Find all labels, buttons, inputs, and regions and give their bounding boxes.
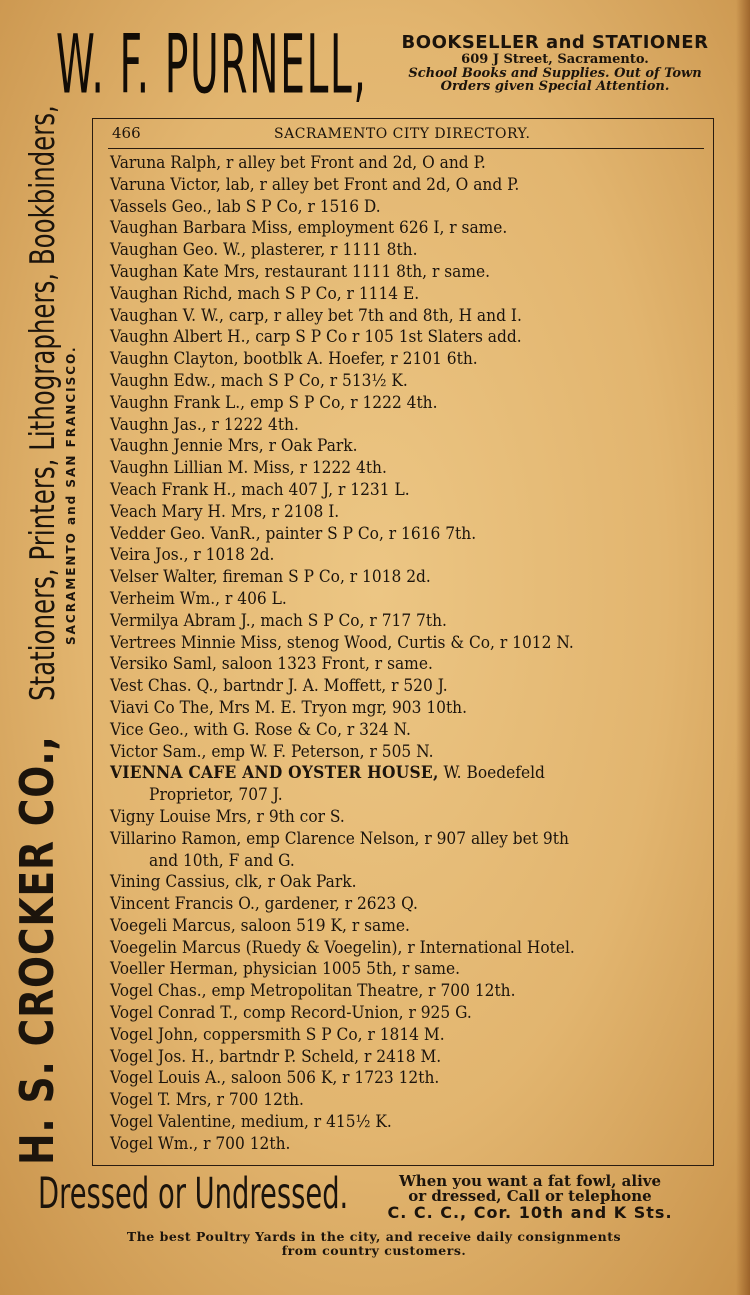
directory-entry: Verheim Wm., r 406 L. bbox=[110, 588, 287, 608]
directory-entry: Vogel Chas., emp Metropolitan Theatre, r 700 12th. bbox=[110, 981, 516, 1001]
directory-entry: Vaughan Geo. W., plasterer, r 1111 8th. bbox=[110, 240, 418, 260]
poultry-line-1: When you want a fat fowl, alive bbox=[398, 1172, 662, 1190]
purnell-line-2: Orders given Special Attention. bbox=[440, 79, 670, 95]
directory-entry: Vincent Francis O., gardener, r 2623 Q. bbox=[110, 894, 418, 914]
directory-entry: Vogel John, coppersmith S P Co, r 1814 M. bbox=[110, 1024, 445, 1044]
directory-entry: Vigny Louise Mrs, r 9th cor S. bbox=[110, 806, 345, 826]
directory-entry: Vaughan Kate Mrs, restaurant 1111 8th, r same. bbox=[110, 261, 491, 281]
purnell-name: W. F. PURNELL, bbox=[56, 18, 368, 113]
page-number: 466 bbox=[112, 124, 141, 142]
directory-entry: Veach Mary H. Mrs, r 2108 I. bbox=[110, 501, 340, 521]
directory-entry: Varuna Ralph, r alley bet Front and 2d, O and P. bbox=[110, 153, 486, 172]
villarino-continuation: and 10th, F and G. bbox=[149, 850, 295, 870]
directory-entry: Veach Frank H., mach 407 J, r 1231 L. bbox=[110, 479, 410, 499]
crocker-locations: SACRAMENTO and SAN FRANCISCO. bbox=[64, 345, 78, 645]
purnell-line-1: School Books and Supplies. Out of Town bbox=[408, 65, 702, 81]
vienna-continuation: Proprietor, 707 J. bbox=[149, 785, 283, 805]
poultry-info bbox=[340, 1174, 720, 1221]
directory-entry: Voegelin Marcus (Ruedy & Voegelin), r International Hotel. bbox=[110, 937, 575, 957]
crocker-main-line bbox=[10, 0, 64, 1165]
poultry-footer-1: The best Poultry Yards in the city, and receive daily consignments bbox=[126, 1229, 622, 1244]
vienna-rest: W. Boedefeld bbox=[438, 763, 545, 783]
directory-entries bbox=[110, 152, 710, 1155]
directory-entry: Vaughn Edw., mach S P Co, r 513½ K. bbox=[110, 370, 408, 390]
directory-entry: Viavi Co The, Mrs M. E. Tryon mgr, 903 10th. bbox=[110, 697, 468, 717]
purnell-address: 609 J Street, Sacramento. bbox=[461, 51, 649, 67]
crocker-trades: Stationers, Printers, Lithographers, Bookbinders, bbox=[23, 105, 63, 702]
directory-entry: Vogel Jos. H., bartndr P. Scheld, r 2418 M. bbox=[110, 1046, 442, 1066]
directory-entry-vienna bbox=[110, 762, 668, 806]
page-edge bbox=[736, 0, 750, 1295]
directory-entry: Varuna Victor, lab, r alley bet Front and 2d, O and P. bbox=[110, 174, 520, 194]
purnell-info bbox=[390, 34, 720, 94]
directory-entry-villarino bbox=[110, 828, 668, 872]
directory-entry: Vaughn Jas., r 1222 4th. bbox=[110, 414, 299, 434]
directory-entry: Vogel Conrad T., comp Record-Union, r 925 G. bbox=[110, 1003, 472, 1023]
directory-entry: Vedder Geo. VanR., painter S P Co, r 1616 7th. bbox=[110, 523, 477, 543]
directory-entry: Vice Geo., with G. Rose & Co, r 324 N. bbox=[110, 719, 411, 739]
directory-entry: Voegeli Marcus, saloon 519 K, r same. bbox=[110, 915, 410, 935]
directory-entry: Victor Sam., emp W. F. Peterson, r 505 N. bbox=[110, 741, 434, 761]
bottom-advertisement bbox=[38, 1168, 718, 1262]
villarino-first: Villarino Ramon, emp Clarence Nelson, r 907 alley bet 9th bbox=[110, 828, 569, 848]
directory-entry: Vaughn Frank L., emp S P Co, r 1222 4th. bbox=[110, 392, 438, 412]
directory-entry: Veira Jos., r 1018 2d. bbox=[110, 545, 275, 565]
directory-entry: Vaughn Lillian M. Miss, r 1222 4th. bbox=[110, 458, 387, 478]
vienna-name: VIENNA CAFE AND OYSTER HOUSE, bbox=[110, 762, 439, 783]
dressed-headline: Dressed or Undressed. bbox=[38, 1168, 349, 1218]
directory-entry: Vining Cassius, clk, r Oak Park. bbox=[110, 872, 357, 892]
poultry-footer-2: from country customers. bbox=[281, 1242, 467, 1258]
directory-entry: Vaughan Richd, mach S P Co, r 1114 E. bbox=[110, 283, 420, 303]
purnell-title: BOOKSELLER and STATIONER bbox=[401, 32, 709, 53]
crocker-name: H. S. CROCKER CO., bbox=[10, 735, 64, 1165]
directory-entry: Vaughn Clayton, bootblk A. Hoefer, r 2101 6th. bbox=[110, 349, 478, 369]
poultry-line-2: or dressed, Call or telephone bbox=[408, 1187, 652, 1206]
directory-entry: Vaughn Jennie Mrs, r Oak Park. bbox=[110, 436, 358, 456]
left-advertisement bbox=[10, 15, 100, 1165]
directory-entry: Velser Walter, fireman S P Co, r 1018 2d. bbox=[110, 567, 431, 587]
directory-entry: Vogel Valentine, medium, r 415½ K. bbox=[110, 1112, 392, 1132]
directory-entry: Versiko Saml, saloon 1323 Front, r same. bbox=[110, 654, 433, 674]
directory-entry: Vermilya Abram J., mach S P Co, r 717 7th. bbox=[110, 610, 447, 630]
directory-entry: Vogel T. Mrs, r 700 12th. bbox=[110, 1090, 304, 1110]
directory-entry: Vaughan V. W., carp, r alley bet 7th and 8th, H and I. bbox=[110, 305, 522, 325]
directory-entry: Vassels Geo., lab S P Co, r 1516 D. bbox=[110, 196, 381, 216]
page-title: SACRAMENTO CITY DIRECTORY. bbox=[274, 126, 531, 142]
directory-entry: Voeller Herman, physician 1005 5th, r same. bbox=[110, 959, 461, 979]
page-header bbox=[108, 124, 704, 149]
directory-entry: Vaughan Barbara Miss, employment 626 I, r same. bbox=[110, 218, 508, 238]
top-advertisement bbox=[56, 18, 726, 116]
directory-entry: Vest Chas. Q., bartndr J. A. Moffett, r 520 J. bbox=[110, 676, 448, 696]
directory-entry: Vogel Wm., r 700 12th. bbox=[110, 1133, 291, 1153]
directory-entry: Vaughn Albert H., carp S P Co r 105 1st Slaters add. bbox=[110, 327, 522, 347]
poultry-footer bbox=[38, 1230, 710, 1257]
directory-entry: Vogel Louis A., saloon 506 K, r 1723 12th. bbox=[110, 1068, 440, 1088]
directory-entry: Vertrees Minnie Miss, stenog Wood, Curtis & Co, r 1012 N. bbox=[110, 632, 574, 652]
poultry-address: C. C. C., Cor. 10th and K Sts. bbox=[387, 1202, 673, 1222]
